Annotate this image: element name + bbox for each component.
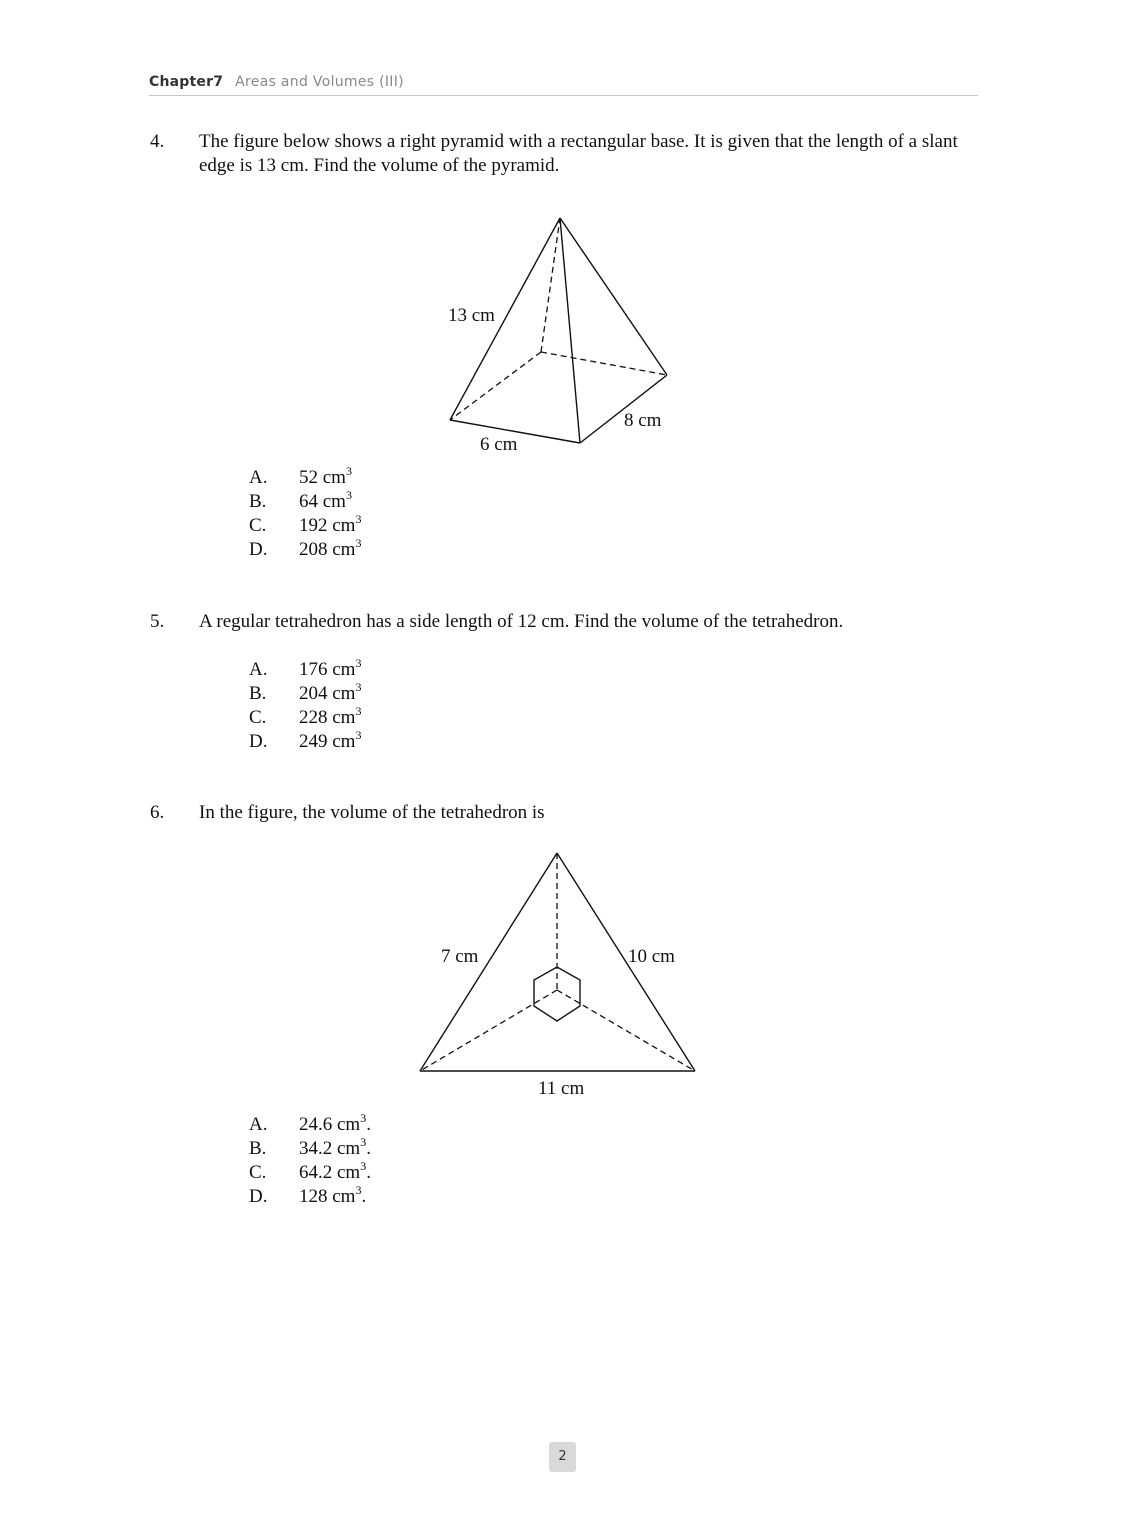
option-a[interactable]: A. 52 $cm^3$	[249, 464, 352, 488]
pyramid-hidden-edge	[541, 352, 667, 375]
option-d[interactable]: D. 208 $cm^3$	[249, 536, 362, 560]
question-6-number: 6.	[150, 802, 165, 823]
option-a[interactable]: A. 176 $cm^3$	[249, 656, 362, 680]
option-d[interactable]: D. 128 $cm^3$.	[249, 1183, 367, 1207]
chapter-label: Chapter7	[149, 74, 224, 90]
option-d[interactable]: D. 249 $cm^3$	[249, 728, 362, 752]
tetra-hidden-edge	[557, 990, 695, 1071]
question-5-options	[249, 658, 361, 754]
option-c[interactable]: C. 64.2 $cm^3$.	[249, 1159, 371, 1183]
pyramid-edge	[560, 218, 580, 443]
label-right-edge: 10 cm	[628, 946, 675, 967]
page-header	[149, 72, 978, 96]
option-c[interactable]: C. 228 $cm^3$	[249, 704, 362, 728]
question-4-number: 4.	[150, 131, 165, 152]
tetra-hidden-edge	[420, 990, 557, 1071]
tetra-edge	[557, 853, 695, 1071]
label-side-edge: 8 cm	[624, 410, 662, 431]
pyramid-edge	[450, 420, 580, 443]
page-number: 2	[549, 1442, 576, 1472]
option-b[interactable]: B. 204 $cm^3$	[249, 680, 362, 704]
question-5-number: 5.	[150, 611, 165, 632]
pyramid-edge	[580, 375, 667, 443]
tetra-edge	[420, 853, 557, 1071]
option-b[interactable]: B. 34.2 $cm^3$.	[249, 1135, 371, 1159]
question-4-text: The figure below shows a right pyramid with a rectangular base. It is given that the length of a slant edge is 13 cm. Find the volume of the pyramid.	[199, 131, 958, 176]
label-left-edge: 7 cm	[441, 946, 479, 967]
right-angle-marker	[534, 967, 580, 1021]
pyramid-hidden-edge	[541, 218, 560, 352]
question-6-options	[249, 1113, 371, 1209]
pyramid-edge	[560, 218, 667, 375]
question-6-text: In the figure, the volume of the tetrahedron is	[199, 802, 545, 823]
option-c[interactable]: C. 192 $cm^3$	[249, 512, 362, 536]
chapter-title: Areas and Volumes (III)	[235, 74, 404, 90]
option-a[interactable]: A. 24.6 $cm^3$.	[249, 1111, 371, 1135]
question-5-text: A regular tetrahedron has a side length of 12 cm. Find the volume of the tetrahedron.	[199, 611, 844, 632]
label-front-edge: 6 cm	[480, 434, 518, 455]
pyramid-edge	[450, 218, 560, 420]
label-slant-edge: 13 cm	[448, 305, 495, 326]
label-base-edge: 11 cm	[538, 1078, 585, 1099]
question-4-options	[249, 466, 361, 562]
pyramid-hidden-edge	[450, 352, 541, 420]
option-b[interactable]: B. 64 $cm^3$	[249, 488, 352, 512]
